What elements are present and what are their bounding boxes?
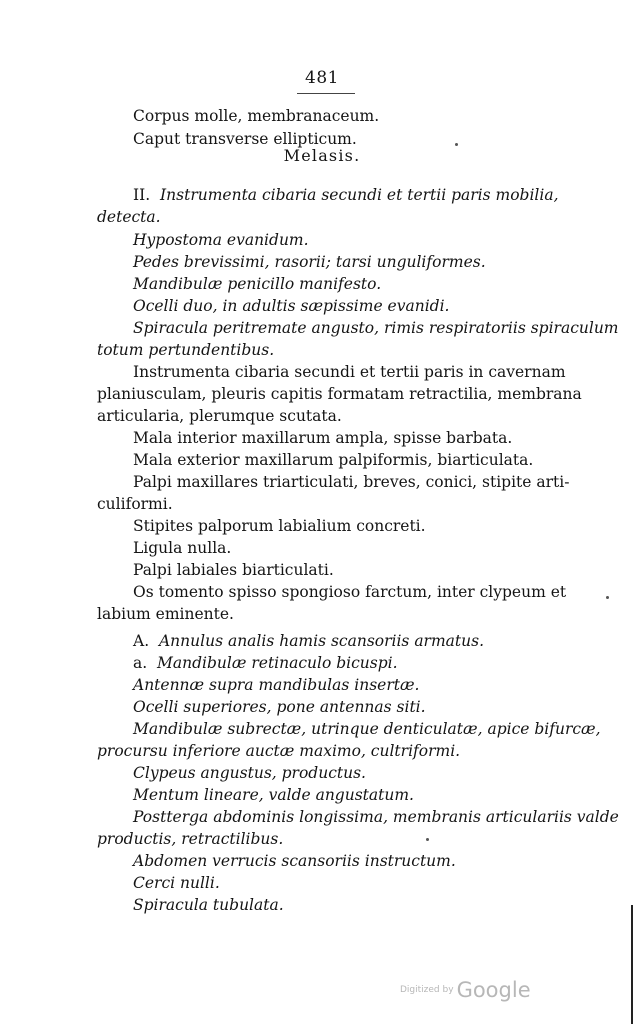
text-line (133, 631, 484, 651)
line-italic-text: Instrumenta cibaria secundi et tertii paris mobilia, (160, 186, 559, 204)
text-line: Spiracula peritremate angusto, rimis respiratoriis spiraculum (133, 319, 619, 337)
text-line (133, 653, 398, 673)
subsection-letter: A. (133, 632, 150, 650)
text-line: Palpi maxillares triarticulati, breves, conici, stipite arti- (133, 473, 570, 491)
text-line: Mandibulæ subrectæ, utrinque denticulatæ, apice bifurcæ, (133, 720, 601, 738)
text-line: Mentum lineare, valde angustatum. (133, 786, 414, 804)
section-heading: Melasis. (283, 146, 361, 165)
text-line: articularia, plerumque scutata. (97, 407, 342, 425)
text-line: Mala interior maxillarum ampla, spisse barbata. (133, 429, 513, 447)
text-line: Hypostoma evanidum. (133, 231, 309, 249)
text-line: Antennæ supra mandibulas insertæ. (133, 676, 420, 694)
text-line: Ligula nulla. (133, 539, 232, 557)
text-line: Instrumenta cibaria secundi et tertii paris in cavernam (133, 363, 566, 381)
page-number: 481 (305, 68, 339, 88)
text-line (133, 185, 559, 205)
scan-speck (426, 838, 429, 841)
text-line: Clypeus angustus, productus. (133, 764, 366, 782)
digitized-watermark (400, 978, 531, 1002)
scan-speck (455, 143, 458, 146)
text-line: Stipites palporum labialium concreti. (133, 517, 426, 535)
scan-speck (606, 596, 609, 599)
text-line: procursu inferiore auctæ maximo, cultriformi. (97, 742, 461, 760)
text-line: Cerci nulli. (133, 874, 220, 892)
text-line: Mala exterior maxillarum palpiformis, biarticulata. (133, 451, 534, 469)
text-line: Ocelli duo, in adultis sæpissime evanidi. (133, 297, 450, 315)
text-line: Abdomen verrucis scansoriis instructum. (133, 852, 456, 870)
text-line: Ocelli superiores, pone antennas siti. (133, 698, 426, 716)
text-line: planiusculam, pleuris capitis formatam retractilia, membrana (97, 385, 582, 403)
line-italic-text: Annulus analis hamis scansoriis armatus. (158, 632, 484, 650)
page-edge-line (631, 905, 633, 1024)
subsection-letter: a. (133, 654, 148, 672)
line-italic-text: Mandibulæ retinaculo bicuspi. (157, 654, 398, 672)
text-line: totum pertundentibus. (97, 341, 275, 359)
text-line: Corpus molle, membranaceum. (133, 107, 380, 125)
page-number-rule (297, 93, 355, 94)
text-line: culiformi. (97, 495, 173, 513)
text-line: detecta. (97, 208, 161, 226)
watermark-caption: Digitized by (400, 985, 454, 995)
section-numeral: II. (133, 186, 151, 204)
text-line: Mandibulæ penicillo manifesto. (133, 275, 382, 293)
text-line: Os tomento spisso spongioso farctum, inter clypeum et (133, 583, 567, 601)
text-line: Postterga abdominis longissima, membranis articulariis valde (133, 808, 619, 826)
text-line: Pedes brevissimi, rasorii; tarsi unguliformes. (133, 253, 486, 271)
text-line: Caput transverse ellipticum. (133, 130, 357, 148)
watermark-logo: Google (456, 978, 531, 1002)
text-line: Spiracula tubulata. (133, 896, 284, 914)
text-line: productis, retractilibus. (97, 830, 284, 848)
text-line: Palpi labiales biarticulati. (133, 561, 334, 579)
text-line: labium eminente. (97, 605, 234, 623)
